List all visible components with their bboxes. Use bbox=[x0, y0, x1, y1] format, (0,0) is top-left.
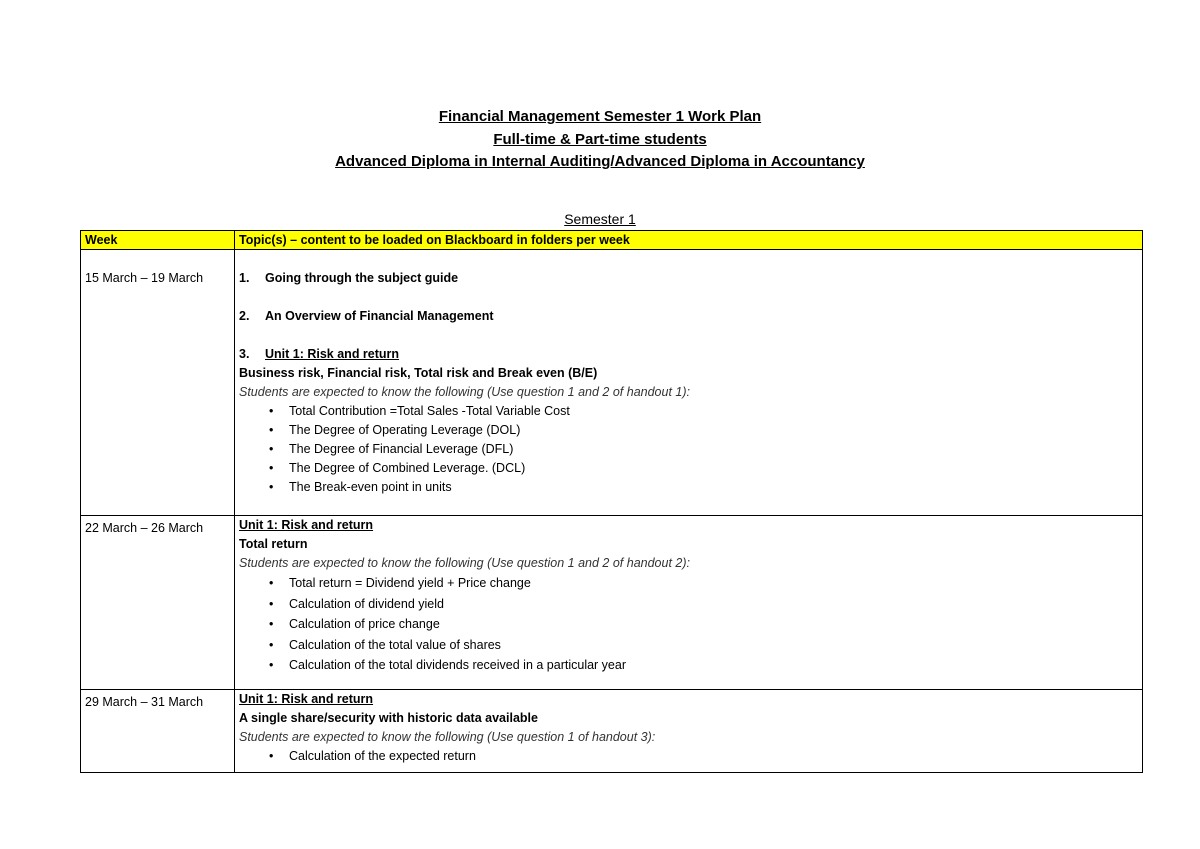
list-item bbox=[239, 307, 1138, 326]
bullet-item bbox=[239, 573, 1138, 594]
title-line-3: Advanced Diploma in Internal Auditing/Advanced Diploma in Accountancy bbox=[335, 153, 865, 170]
bullet-icon: • bbox=[269, 658, 274, 672]
list-item bbox=[239, 345, 1138, 364]
table-row bbox=[81, 250, 1143, 516]
bullet-item bbox=[239, 478, 1138, 497]
bullet-item bbox=[239, 459, 1138, 478]
bullet-icon: • bbox=[269, 442, 274, 456]
bullet-text: The Break-even point in units bbox=[289, 480, 452, 494]
week-cell: 29 March – 31 March bbox=[81, 690, 235, 773]
bullet-icon: • bbox=[269, 576, 274, 590]
bullet-icon: • bbox=[269, 637, 274, 652]
bullet-icon: • bbox=[269, 404, 274, 418]
title-line-1: Financial Management Semester 1 Work Plan bbox=[438, 108, 762, 125]
work-plan-table bbox=[80, 230, 1143, 773]
header-week: Week bbox=[81, 231, 235, 250]
bullet-icon: • bbox=[269, 617, 274, 631]
list-item bbox=[239, 269, 1138, 288]
week-cell: 15 March – 19 March bbox=[81, 250, 235, 516]
unit-title: Unit 1: Risk and return bbox=[239, 518, 374, 532]
bullet-text: The Degree of Operating Leverage (DOL) bbox=[289, 423, 521, 437]
topics-cell bbox=[235, 516, 1143, 690]
header-topics: Topic(s) – content to be loaded on Blackboard in folders per week bbox=[235, 231, 1143, 250]
topic-subtitle: Business risk, Financial risk, Total risk and Break even (B/E) bbox=[239, 366, 598, 380]
bullet-item bbox=[239, 655, 1138, 676]
bullet-icon: • bbox=[269, 480, 274, 494]
bullet-item bbox=[239, 440, 1138, 459]
instruction-text: Students are expected to know the following (Use question 1 and 2 of handout 1): bbox=[239, 385, 690, 399]
list-number: 2. bbox=[239, 309, 250, 323]
topics-cell bbox=[235, 690, 1143, 773]
bullet-text: Calculation of the expected return bbox=[289, 749, 476, 763]
list-item-text: An Overview of Financial Management bbox=[265, 309, 494, 323]
bullet-icon: • bbox=[269, 461, 274, 475]
list-item-text: Going through the subject guide bbox=[265, 271, 459, 285]
bullet-text: Total Contribution =Total Sales -Total Variable Cost bbox=[289, 404, 570, 418]
bullet-item bbox=[239, 402, 1138, 421]
list-number: 3. bbox=[239, 347, 250, 361]
bullet-item bbox=[239, 747, 1138, 766]
unit-title: Unit 1: Risk and return bbox=[239, 692, 374, 706]
semester-heading: Semester 1 bbox=[564, 211, 636, 227]
bullet-item bbox=[239, 635, 1138, 656]
list-number: 1. bbox=[239, 271, 250, 285]
bullet-icon: • bbox=[269, 749, 274, 763]
instruction-text: Students are expected to know the following (Use question 1 and 2 of handout 2): bbox=[239, 556, 690, 570]
bullet-text: Calculation of the total dividends received in a particular year bbox=[289, 658, 626, 672]
table-row bbox=[81, 690, 1143, 773]
bullet-text: Calculation of the total value of shares bbox=[289, 637, 501, 652]
document-title bbox=[0, 106, 1200, 174]
topic-subtitle: A single share/security with historic data available bbox=[239, 711, 538, 725]
unit-title: Unit 1: Risk and return bbox=[265, 347, 400, 361]
bullet-item bbox=[239, 594, 1138, 615]
week-cell: 22 March – 26 March bbox=[81, 516, 235, 690]
instruction-text: Students are expected to know the following (Use question 1 of handout 3): bbox=[239, 730, 656, 744]
bullet-icon: • bbox=[269, 423, 274, 437]
topics-cell bbox=[235, 250, 1143, 516]
bullet-text: Calculation of price change bbox=[289, 617, 440, 631]
table-header-row bbox=[81, 231, 1143, 250]
table-row bbox=[81, 516, 1143, 690]
bullet-text: The Degree of Financial Leverage (DFL) bbox=[289, 442, 514, 456]
bullet-icon: • bbox=[269, 596, 274, 611]
title-line-2: Full-time & Part-time students bbox=[493, 130, 707, 148]
bullet-text: Total return = Dividend yield + Price change bbox=[289, 576, 531, 590]
bullet-text: Calculation of dividend yield bbox=[289, 596, 444, 611]
topic-subtitle: Total return bbox=[239, 537, 308, 551]
bullet-item bbox=[239, 614, 1138, 635]
bullet-item bbox=[239, 421, 1138, 440]
bullet-text: The Degree of Combined Leverage. (DCL) bbox=[289, 461, 526, 475]
